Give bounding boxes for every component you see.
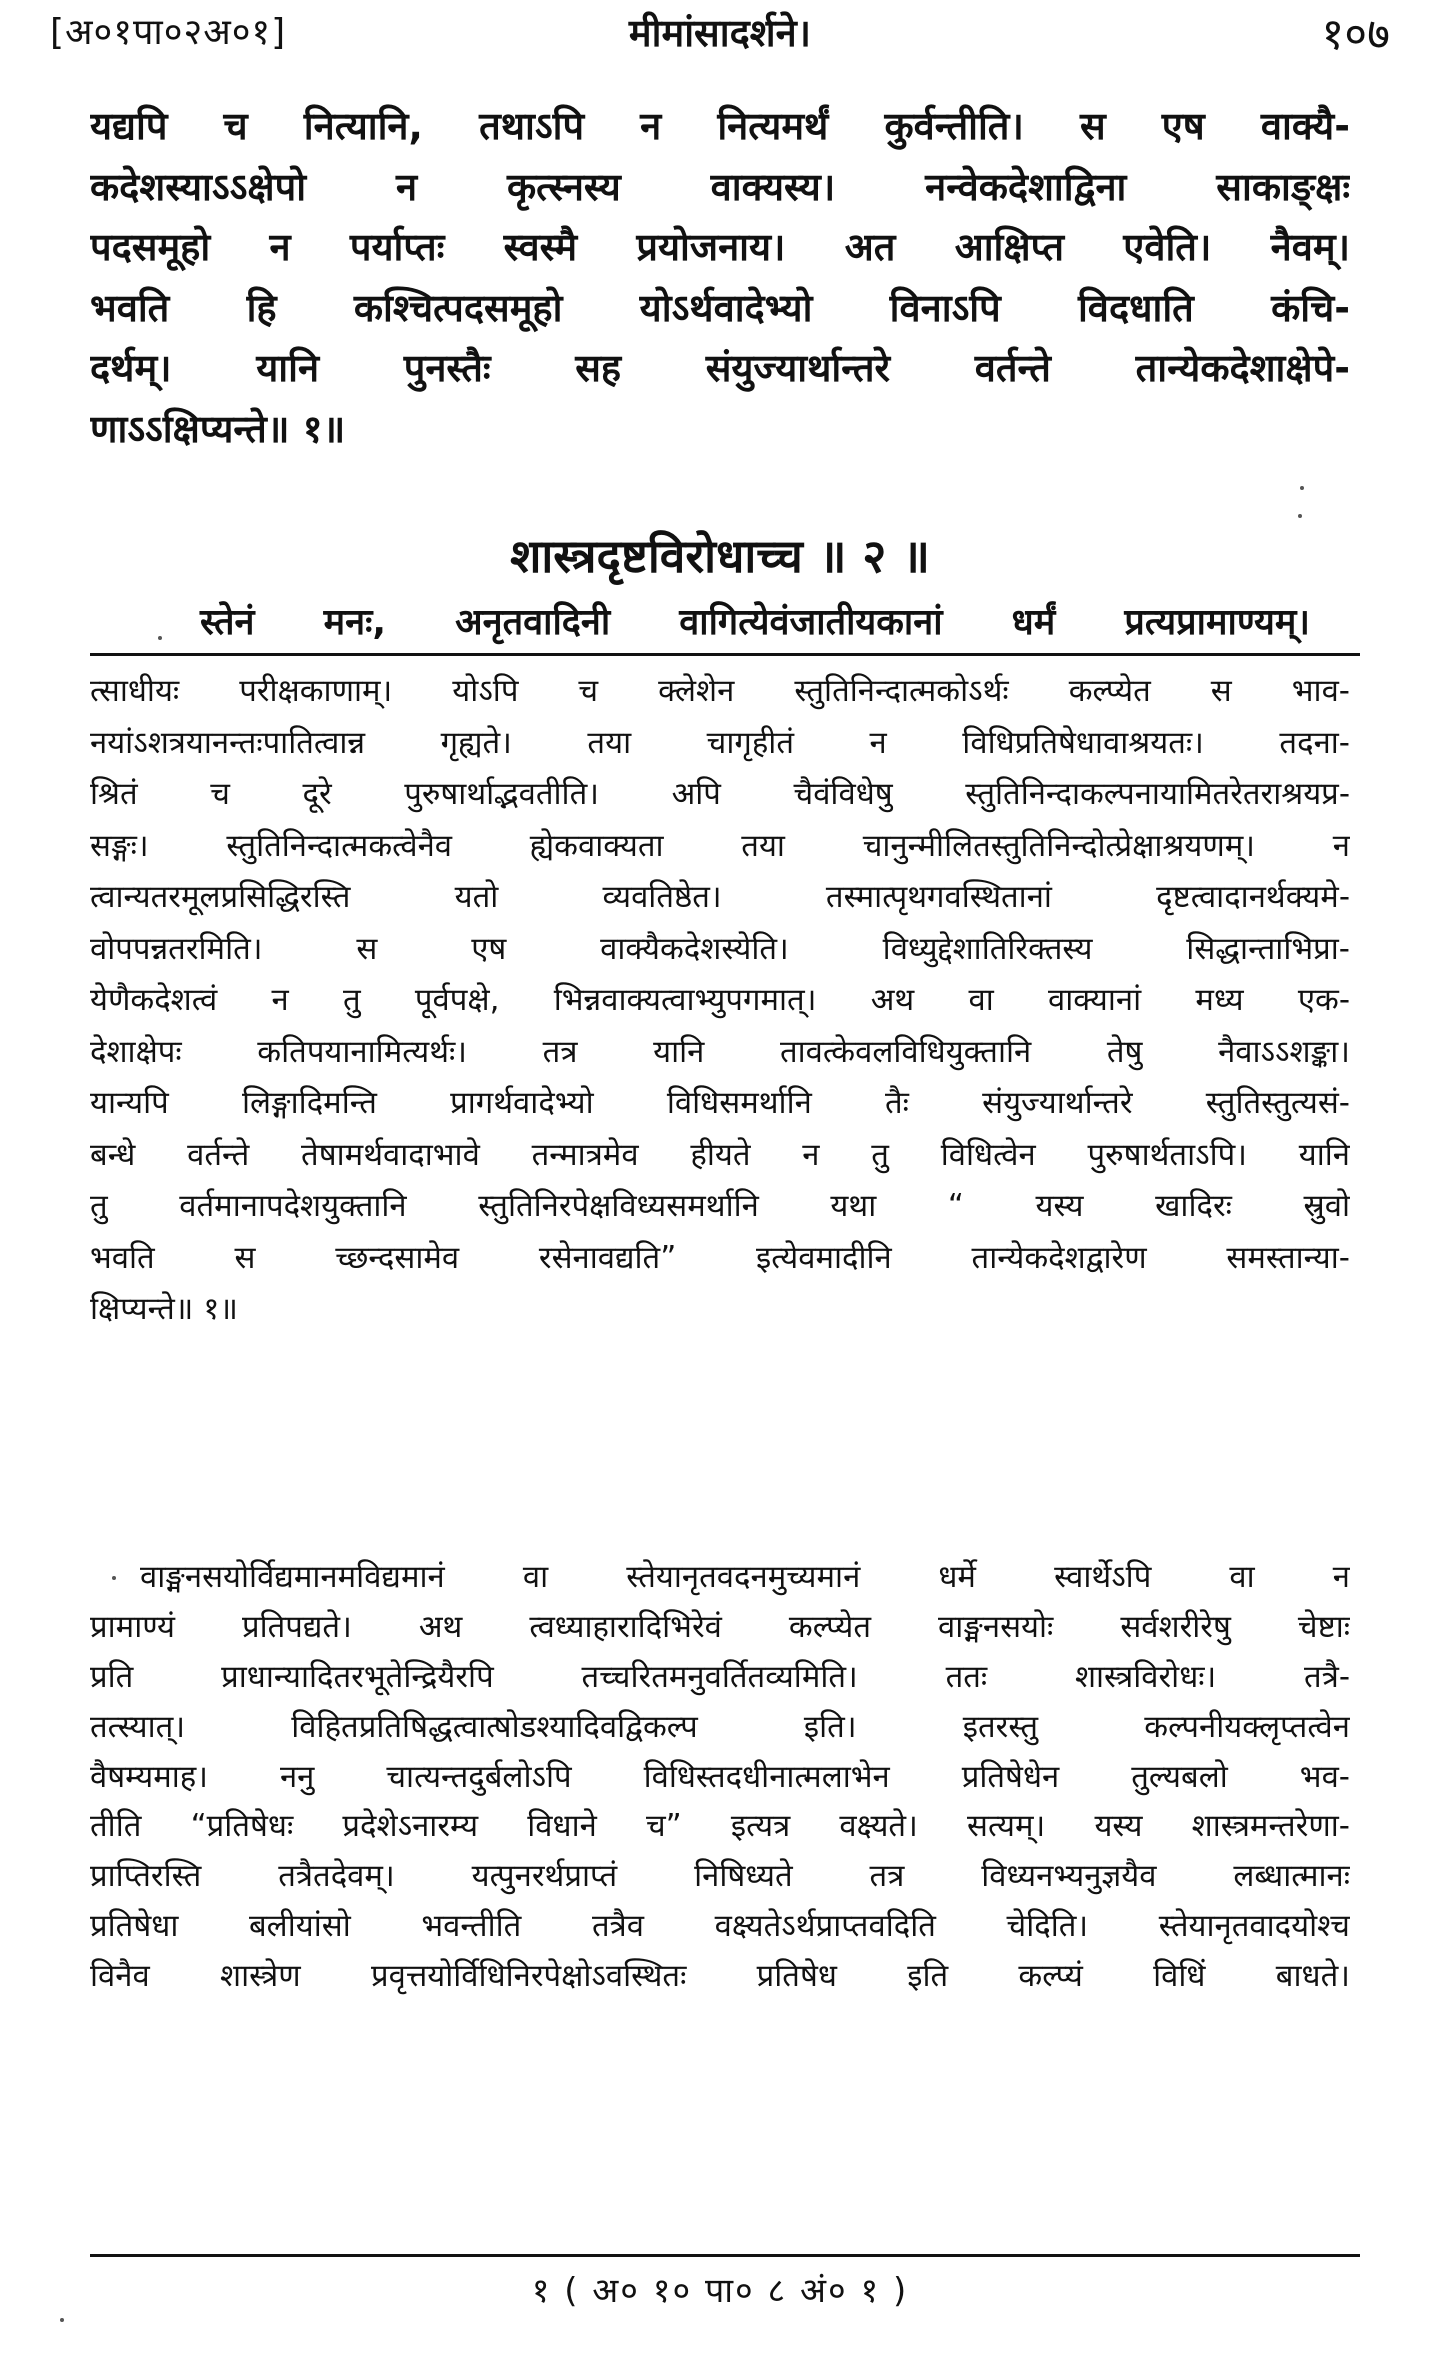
page-header [50,6,1390,62]
text-line: पदसमूहो न पर्याप्तः स्वस्मै प्रयोजनाय। अत आक्षिप्त एवेति। नैवम्। [90,225,1350,269]
commentary-line: बन्धे वर्तन्ते तेषामर्थवादाभावे तन्मात्रमेव हीयते न तु विधित्वेन पुरुषार्थताऽपि। यानि [90,1136,1350,1173]
commentary-line: येणैकदेशत्वं न तु पूर्वपक्षे, भिन्नवाक्यत्वाभ्युपगमात्। अथ वा वाक्यानां मध्य एक- [90,982,1350,1018]
continued-text-block [90,96,1350,459]
commentary-block [90,666,1350,1336]
commentary-line: वोपपन्नतरमिति। स एष वाक्यैकदेशस्येति। विध्युद्देशातिरिक्तस्य सिद्धान्ताभिप्रा- [90,930,1350,967]
commentary-line: तीति “प्रतिषेधः प्रदेशेऽनारम्य विधाने च” इत्यत्र वक्ष्यते। सत्यम्। यस्य शास्त्रमन्तरेणा- [90,1808,1350,1845]
scan-speck [112,1576,116,1580]
commentary-line: भवति स च्छन्दसामेव रसेनावद्यति” इत्येवमादीनि तान्येकदेशद्वारेण समस्तान्या- [90,1239,1350,1276]
commentary-line: प्रतिषेधा बलीयांसो भवन्तीति तत्रैव वक्ष्यतेऽर्थप्राप्तवदिति चेदिति। स्तेयानृतवादयोश्च [90,1908,1350,1945]
commentary-line: वैषम्यमाह। ननु चात्यन्तदुर्बलोऽपि विधिस्तदधीनात्मलाभेन प्रतिषेधेन तुल्यबलो भव- [90,1758,1350,1795]
commentary-line: वाङ्मनसयोर्विद्यमानमविद्यमानं वा स्तेयानृतवदनमुच्यमानं धर्मे स्वार्थेऽपि वा न [140,1559,1350,1595]
text-line: णाऽऽक्षिप्यन्ते॥ १॥ [90,406,346,451]
commentary-line: प्राप्तिरस्ति तत्रैतदेवम्। यत्पुनरर्थप्राप्तं निषिध्यते तत्र विध्यनभ्यनुज्ञयैव लब्धात्मानः [90,1858,1350,1895]
chapter-reference: [अ०१पा०२अ०१] [50,12,287,53]
text-line: भवति हि कश्चित्पदसमूहो योऽर्थवादेभ्यो विनाऽपि विदधाति कंचि- [90,285,1350,330]
text-line: यद्यपि च नित्यानि, तथाऽपि न नित्यमर्थं कुर्वन्तीति। स एष वाक्यै- [90,104,1350,148]
commentary-line: त्वान्यतरमूलप्रसिद्धिरस्ति यतो व्यवतिष्ठेत। तस्मात्पृथगवस्थितानां दृष्टत्वादानर्थक्यमे- [90,879,1350,915]
commentary-line: विनैव शास्त्रेण प्रवृत्तयोर्विधिनिरपेक्षोऽवस्थितः प्रतिषेध इति कल्प्यं विधिं बाधते। [90,1958,1350,1995]
commentary-line: प्रामाण्यं प्रतिपद्यते। अथ त्वध्याहारादिभिरेवं कल्प्येत वाङ्मनसयोः सर्वशरीरेषु चेष्टाः [90,1608,1350,1645]
text-line: कदेशस्याऽऽक्षेपो न कृत्स्नस्य वाक्यस्य। नन्वेकदेशाद्विना साकाङ्क्षः [90,164,1350,209]
divider-rule [90,653,1360,656]
sutra-heading: शास्त्रदृष्टविरोधाच्च ॥ २ ॥ [510,529,930,583]
commentary-line: नयांऽशत्रयानन्तःपातित्वान्न गृह्यते। तया चागृहीतं न विधिप्रतिषेधावाश्रयतः। तदना- [90,724,1350,761]
commentary-line: श्रितं च दूरे पुरुषार्थाद्भवतीति। अपि चैवंविधेषु स्तुतिनिन्दाकल्पनायामितरेतराश्रयप्र- [90,776,1350,812]
scan-speck [1298,514,1302,518]
commentary-line: तत्स्यात्। विहितप्रतिषिद्धत्वात्षोडश्यादिवद्विकल्प इति। इतरस्तु कल्पनीयक्लृप्तत्वेन [90,1708,1350,1745]
page-number: १०७ [1321,9,1390,60]
divider-rule [90,2254,1360,2257]
commentary-line: क्षिप्यन्ते॥ १॥ [90,1291,238,1327]
commentary-line: देशाक्षेपः कतिपयानामित्यर्थः। तत्र यानि तावत्केवलविधियुक्तानि तेषु नैवाऽऽशङ्का। [90,1033,1350,1070]
commentary-block-2 [90,1553,1350,2002]
commentary-line: तु वर्तमानापदेशयुक्तानि स्तुतिनिरपेक्षविध्यसमर्थानि यथा “ यस्य खादिरः स्रुवो [90,1188,1350,1224]
scan-speck [158,636,162,640]
sutra-gloss: स्तेनं मनः, अनृतवादिनी वागित्येवंजातीयकानां धर्मं प्रत्यप्रामाण्यम्। [200,602,1310,643]
scan-speck [60,2318,64,2322]
commentary-line: प्रति प्राधान्यादितरभूतेन्द्रियैरपि तच्चरितमनुवर्तितव्यमिति। ततः शास्त्रविरोधः। तत्रै- [90,1658,1350,1695]
commentary-line: यान्यपि लिङ्गादिमन्ति प्रागर्थवादेभ्यो विधिसमर्थानि तैः संयुज्यार्थान्तरे स्तुतिस्तुत्यसं- [90,1085,1350,1121]
running-title: मीमांसादर्शने। [628,11,812,55]
commentary-line: सङ्गः। स्तुतिनिन्दात्मकत्वेनैव ह्येकवाक्यता तया चानुन्मीलितस्तुतिनिन्दोत्प्रेक्षाश्रयणम्। न [90,827,1350,864]
scan-speck [1300,486,1304,490]
signature-mark: १ ( अ० १० पा० ८ अं० १ ) [531,2271,909,2311]
text-line: दर्थम्। यानि पुनस्तैः सह संयुज्यार्थान्तरे वर्तन्ते तान्येकदेशाक्षेपे- [90,346,1350,390]
commentary-line: त्साधीयः परीक्षकाणाम्। योऽपि च क्लेशेन स्तुतिनिन्दात्मकोऽर्थः कल्प्येत स भाव- [90,673,1350,709]
